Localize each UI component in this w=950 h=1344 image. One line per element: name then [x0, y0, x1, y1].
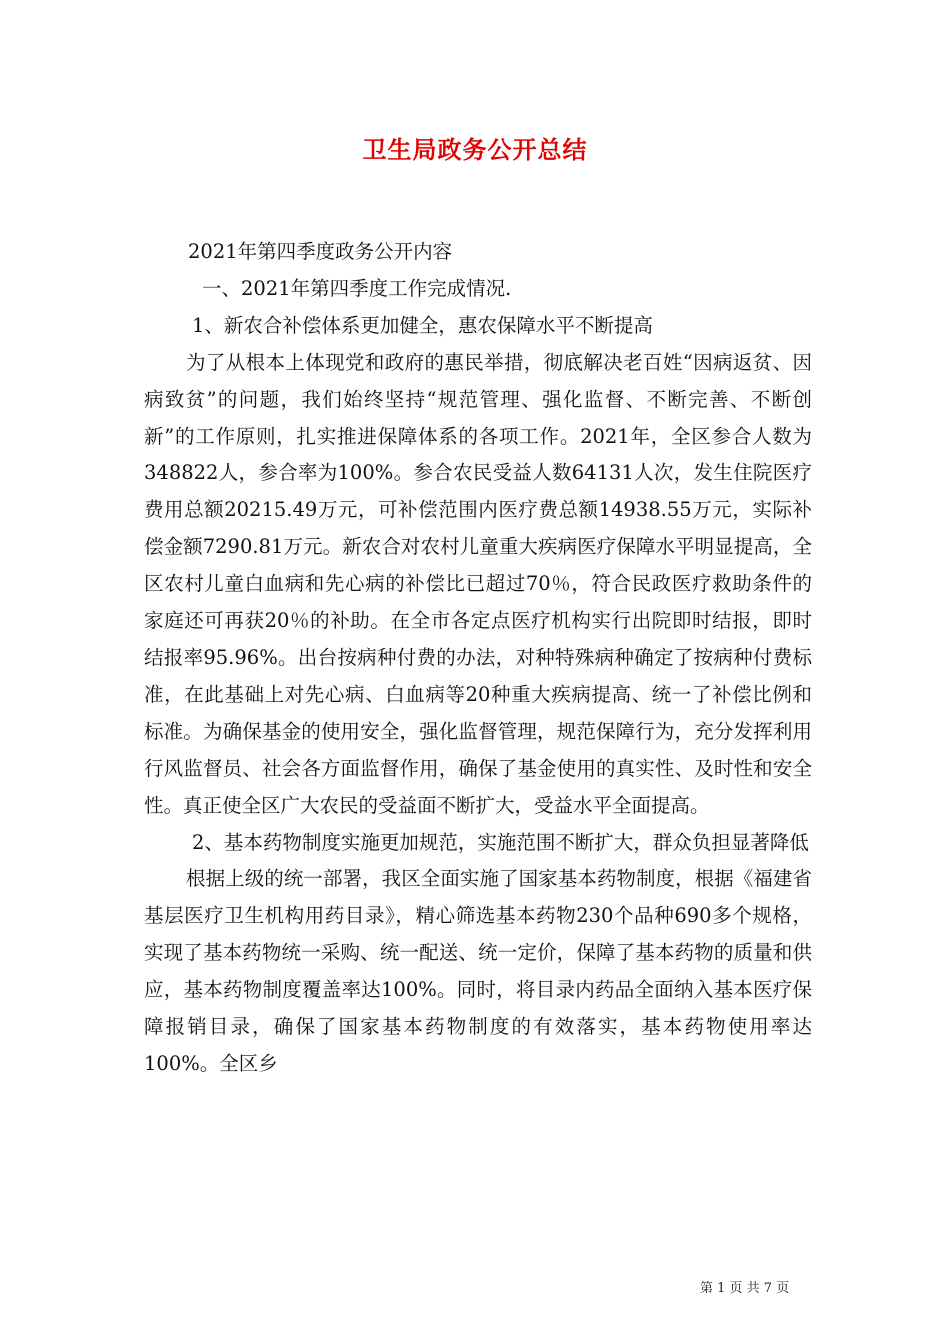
body-paragraph-2: 根据上级的统一部署，我区全面实施了国家基本药物制度，根据《福建省基层医疗卫生机构用药目录》，精心筛选基本药物230个品种690多个规格，实现了基本药物统一采购、统一配送、统一定价，保障了基本药物的质量和供应，基本药物制度覆盖率达100%。同时，将目录内药品全面纳入基本医疗保障报销目录，确保了国家基本药物制度的有效落实，基本药物使用率达100%。全区乡	[144, 867, 812, 1075]
subtitle-paragraph: 2021年第四季度政务公开内容	[188, 240, 453, 263]
document-title: 卫生局政务公开总结	[362, 135, 588, 164]
body-paragraph-1: 为了从根本上体现党和政府的惠民举措，彻底解决老百姓“因病返贫、因病致贫”的问题，我们始终坚持“规范管理、强化监督、不断完善、不断创新”的工作原则，扎实推进保障体系的各项工作。2021年，全区参合人数为348822人，参合率为100%。参合农民受益人数64131人次，发生住院医疗费用总额20215.49万元，可补偿范围内医疗费总额14938.55万元，实际补偿金额7290.81万元。新农合对农村儿童重大疾病医疗保障水平明显提高，全区农村儿童白血病和先心病的补偿比已超过70％，符合民政医疗救助条件的家庭还可再获20％的补助。在全市各定点医疗机构实行出院即时结报，即时结报率95.96%。出台按病种付费的办法，对种特殊病种确定了按病种付费标准，在此基础上对先心病、白血病等20种重大疾病提高、统一了补偿比例和标准。为确保基金的使用安全，强化监督管理，规范保障行为，充分发挥利用行风监督员、社会各方面监督作用，确保了基金使用的真实性、及时性和安全性。真正使全区广大农民的受益面不断扩大，受益水平全面提高。	[144, 350, 812, 817]
subsection-heading-2: 2、基本药物制度实施更加规范，实施范围不断扩大，群众负担显著降低	[192, 830, 809, 854]
page-number: 第 1 页 共 7 页	[700, 1281, 790, 1296]
section-heading-1: 一、2021年第四季度工作完成情况.	[202, 276, 512, 300]
document-body	[144, 234, 812, 1083]
subsection-heading-1: 1、新农合补偿体系更加健全，惠农保障水平不断提高	[192, 313, 653, 337]
